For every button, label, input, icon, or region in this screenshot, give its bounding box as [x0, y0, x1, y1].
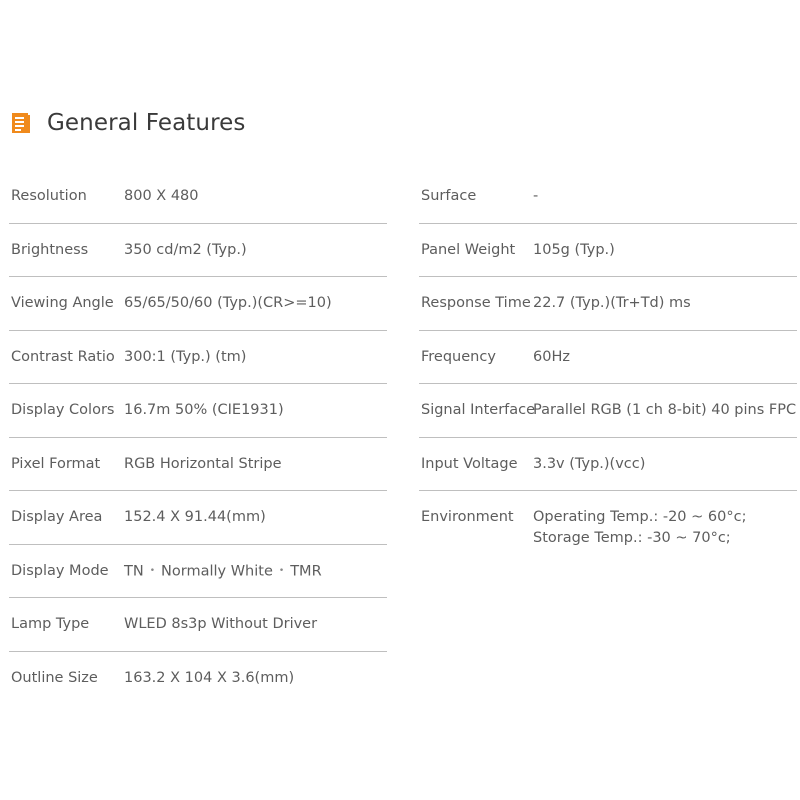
- spec-label: Contrast Ratio: [11, 348, 115, 365]
- spec-value: 800 X 480: [124, 188, 199, 204]
- spec-label: Lamp Type: [11, 616, 90, 632]
- spec-value: 152.4 X 91.44(mm): [124, 509, 266, 525]
- spec-column-right: [419, 170, 797, 545]
- spec-row-viewing-angle: [9, 277, 387, 331]
- spec-value: 350 cd/m2 (Typ.): [124, 241, 247, 258]
- spec-row-brightness: [9, 224, 387, 278]
- spec-label: Viewing Angle: [11, 295, 114, 311]
- section-title: General Features: [47, 110, 246, 136]
- section-heading: [11, 104, 245, 142]
- spec-row-signal-interface: [419, 384, 797, 438]
- spec-value: -: [533, 188, 539, 204]
- spec-row-frequency: [419, 331, 797, 385]
- spec-row-response-time: [419, 277, 797, 331]
- spec-label: Frequency: [421, 348, 496, 365]
- spec-label: Display Colors: [11, 402, 115, 418]
- spec-label: Outline Size: [11, 669, 98, 686]
- spec-row-input-voltage: [419, 438, 797, 492]
- document-list-icon: [11, 112, 31, 134]
- spec-label: Response Time: [421, 295, 531, 311]
- spec-label: Signal Interface: [421, 402, 536, 418]
- spec-label: Pixel Format: [11, 455, 101, 472]
- spec-value: 60Hz: [533, 348, 570, 365]
- spec-row-outline-size: [9, 652, 387, 706]
- spec-value: 163.2 X 104 X 3.6(mm): [124, 669, 295, 686]
- spec-value: WLED 8s3p Without Driver: [124, 616, 318, 632]
- spec-label: Panel Weight: [421, 241, 516, 258]
- spec-row-display-area: [9, 491, 387, 545]
- spec-column-left: [9, 170, 387, 705]
- display-mode-part: TMR: [290, 563, 322, 579]
- spec-value: Parallel RGB (1 ch 8-bit) 40 pins FPC: [533, 402, 797, 418]
- spec-value: [124, 561, 322, 583]
- spec-row-display-mode: [9, 545, 387, 599]
- spec-row-resolution: [9, 170, 387, 224]
- spec-label: Display Mode: [11, 562, 109, 579]
- spec-value: 105g (Typ.): [533, 241, 615, 258]
- spec-label: Surface: [421, 188, 477, 204]
- spec-label: Input Voltage: [421, 455, 518, 472]
- spec-value: 3.3v (Typ.)(vcc): [533, 455, 646, 472]
- spec-value: Operating Temp.: -20 ~ 60°c; Storage Temp.: -30 ~ 70°c;: [533, 509, 747, 546]
- spec-value: 16.7m 50% (CIE1931): [124, 402, 284, 418]
- separator-dot: •: [149, 565, 156, 576]
- spec-value: 300:1 (Typ.) (tm): [124, 348, 247, 365]
- spec-value: RGB Horizontal Stripe: [124, 455, 282, 472]
- spec-label: Display Area: [11, 509, 103, 525]
- spec-label: Brightness: [11, 241, 89, 258]
- spec-row-display-colors: [9, 384, 387, 438]
- spec-row-lamp-type: [9, 598, 387, 652]
- spec-label: Resolution: [11, 188, 87, 204]
- display-mode-part: Normally White: [161, 563, 273, 579]
- spec-value: 22.7 (Typ.)(Tr+Td) ms: [533, 295, 691, 311]
- display-mode-part: TN: [124, 563, 144, 579]
- spec-label: Environment: [421, 509, 514, 525]
- spec-row-pixel-format: [9, 438, 387, 492]
- spec-row-environment: [419, 491, 797, 545]
- spec-row-surface: [419, 170, 797, 224]
- spec-row-contrast-ratio: [9, 331, 387, 385]
- spec-value: 65/65/50/60 (Typ.)(CR>=10): [124, 295, 332, 311]
- spec-row-panel-weight: [419, 224, 797, 278]
- separator-dot: •: [278, 565, 285, 576]
